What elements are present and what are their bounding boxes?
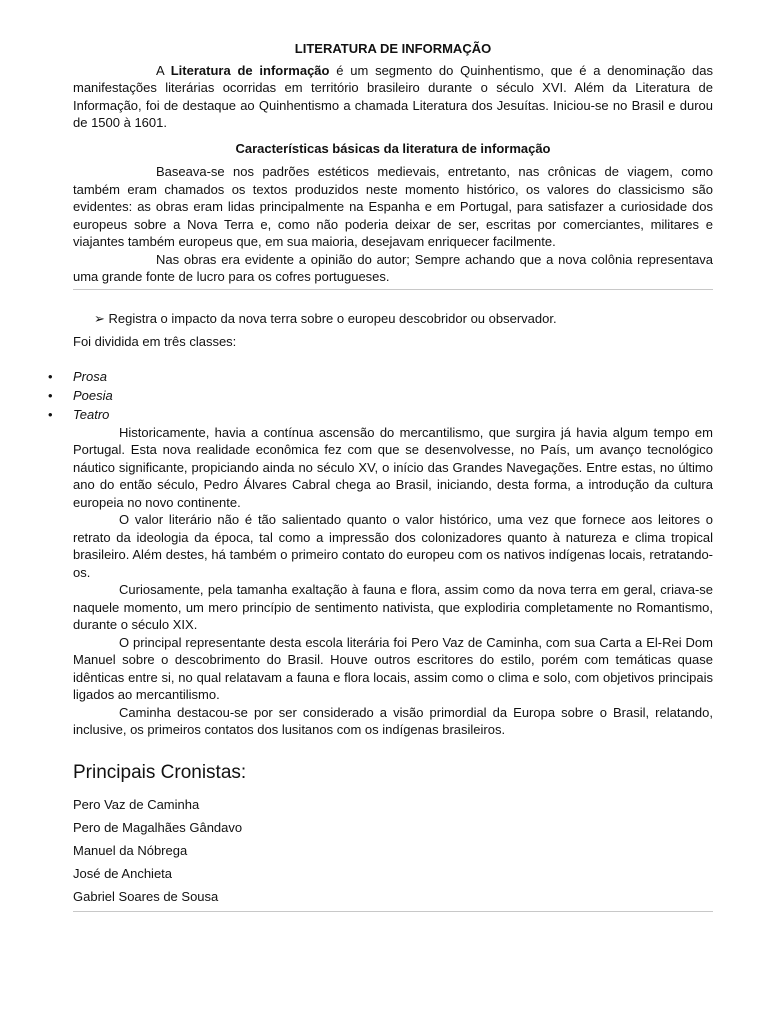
horizontal-rule (73, 911, 713, 912)
intro-lead: A (156, 62, 171, 78)
classes-list (48, 367, 713, 424)
cronista-item: José de Anchieta (73, 865, 173, 881)
intro-bold-term: Literatura de informação (170, 62, 330, 78)
history-paragraph: Historicamente, havia a contínua ascensão do mercantilismo, que surgira já havia algum tempo em Portugal. Esta nova realidade econômica fez com que se desenvolvesse, no País, um avanço tecnológico náutico significante, propiciando ainda no século XV, o início das Grandes Navegações. Entre estas, no último ano do então século, Pedro Álvares Cabral chega ao Brasil, iniciando, desta forma, a introdução da cultura europeia no novo continente. (73, 424, 713, 510)
arrow-bullet-icon: ➢ (94, 310, 105, 326)
list-item-text: Teatro (73, 406, 110, 422)
bullet-icon: • (48, 368, 53, 384)
document-title: LITERATURA DE INFORMAÇÃO (294, 41, 492, 56)
characteristics-paragraph: Baseava-se nos padrões estéticos medievais, entretanto, nas crônicas de viagem, como também eram chamados os textos produzidos neste momento histórico, os valores do classicismo são evidentes: as obras eram lidas principalmente na Espanha e em Portugal, para satisfazer a curiosidade dos europeus sobre a Nova Terra e, como não poderia deixar de ser, escritas por comerciantes, militares e viajantes também europeus que, em sua maioria, desejavam enriquecer facilmente. (73, 164, 713, 249)
list-item (48, 386, 713, 405)
intro-rest: é um segmento do Quinhentismo, que é a denominação das manifestações literárias ocorridas em território brasileiro durante o século XVI. Além da Literatura de Informação, foi de destaque ao Quinhentismo a chamada Literatura dos Jesuítas. Iniciou-se no Brasil e durou de 1500 à 1601. (73, 62, 713, 130)
history-paragraph: Curiosamente, pela tamanha exaltação à fauna e flora, assim como da nova terra em geral, criava-se naquele momento, um mero princípio de sentimento nativista, que explodiria completamente no Romantismo, durante o século XIX. (73, 582, 713, 632)
cronista-item: Manuel da Nóbrega (73, 842, 188, 858)
bullet-icon: • (48, 406, 53, 422)
list-item (48, 405, 713, 424)
arrow-item-text: Registra o impacto da nova terra sobre o europeu descobridor ou observador. (108, 310, 557, 326)
horizontal-rule (73, 289, 713, 290)
arrow-list-item (94, 310, 713, 328)
section-subtitle: Características básicas da literatura de informação (235, 140, 551, 156)
bullet-icon: • (48, 387, 53, 403)
history-paragraph: Caminha destacou-se por ser considerado a visão primordial da Europa sobre o Brasil, relatando, inclusive, os primeiros contatos dos lusitanos com os indígenas brasileiros. (73, 704, 713, 737)
list-item-text: Poesia (73, 387, 113, 403)
cronista-item: Pero Vaz de Caminha (73, 796, 200, 812)
cronistas-heading: Principais Cronistas: (73, 761, 247, 783)
history-paragraph: O valor literário não é tão salientado quanto o valor histórico, uma vez que fornece aos leitores o retrato da ideologia da época, tal como a impressão dos colonizadores quanto à natureza e clima tropical brasileiro. Além destes, há também o primeiro contato do europeu com os nativos indígenas locais, retratando-os. (73, 512, 713, 580)
list-item-text: Prosa (73, 368, 107, 384)
document-body (48, 40, 713, 912)
history-section (73, 424, 713, 739)
cronista-item: Gabriel Soares de Sousa (73, 888, 219, 904)
classes-intro: Foi dividida em três classes: (73, 334, 237, 349)
cronistas-list (73, 793, 713, 908)
list-item (48, 367, 713, 386)
intro-paragraph (73, 62, 713, 132)
cronista-item: Pero de Magalhães Gândavo (73, 819, 243, 835)
history-paragraph: O principal representante desta escola literária foi Pero Vaz de Caminha, com sua Carta a El-Rei Dom Manuel sobre o descobrimento do Brasil. Houve outros escritores do estilo, porém com temáticas quase idênticas entre si, no qual relatavam a fauna e flora locais, assim como o clima e solo, com objetivos principais ligados ao mercantilismo. (73, 634, 713, 702)
characteristics-paragraph: Nas obras era evidente a opinião do autor; Sempre achando que a nova colônia representava uma grande fonte de lucro para os cofres portugueses. (73, 251, 713, 284)
